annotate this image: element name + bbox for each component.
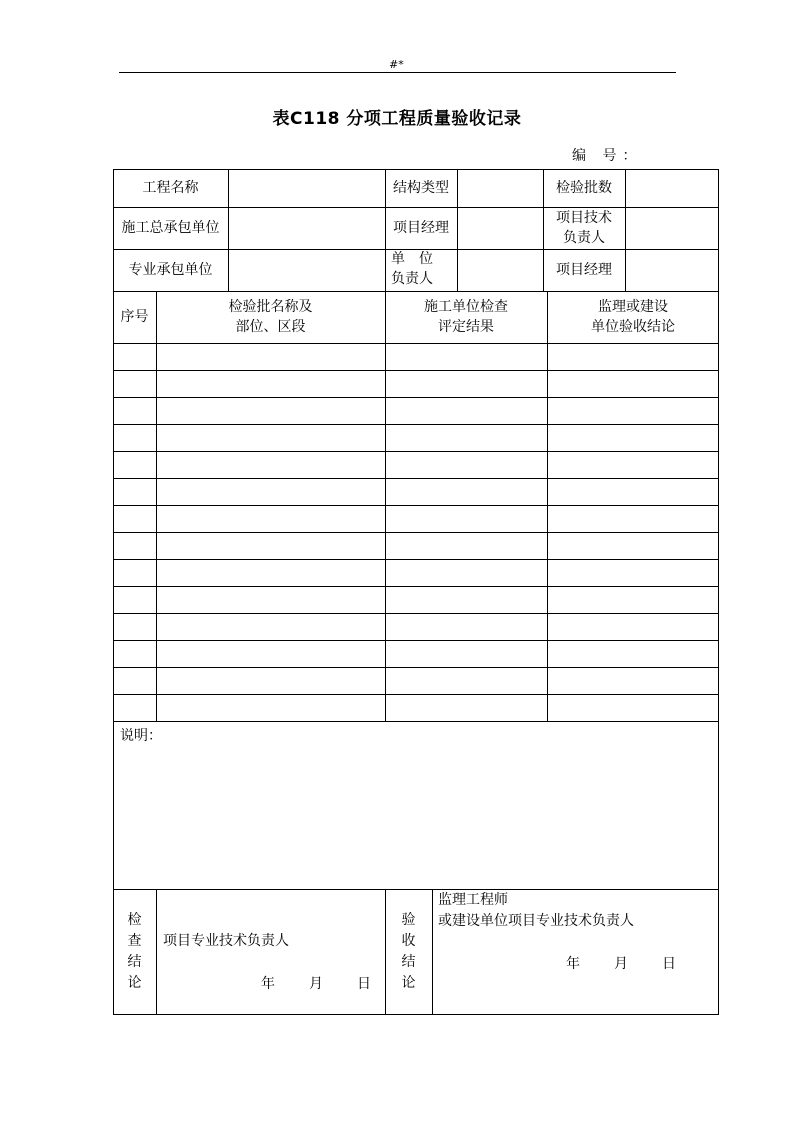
tech-lead-line2: 负责人 [563,230,605,246]
row-divider [113,559,719,560]
col-header-batch-line1: 检验批名称及 [228,299,313,315]
label-tech-lead [543,207,625,249]
field-project-manager[interactable] [457,207,543,249]
field-batch-count[interactable] [625,169,719,207]
check-date[interactable] [261,973,371,993]
col-header-accept [547,291,719,343]
accept-date[interactable] [566,953,676,973]
row-divider [113,694,719,695]
accept-day: 日 [662,956,676,972]
accept-conclusion-label [385,889,432,1015]
field-general-contractor[interactable] [228,207,385,249]
field-project-manager-2[interactable] [625,249,719,291]
row-divider [113,451,719,452]
notes-field[interactable] [113,745,719,889]
col-header-batch [156,291,385,343]
unit-lead-line2: 负责人 [391,271,433,287]
field-structure-type[interactable] [457,169,543,207]
check-char: 查 [127,933,142,949]
row-divider [113,370,719,371]
serial-label: 编 号： [572,148,643,164]
page-title: 表C118 分项工程质量验收记录 [272,109,522,129]
col-divider [385,291,386,721]
accept-signer-line2: 或建设单位项目专业技术负责人 [438,913,634,929]
check-char: 结 [127,954,142,970]
row-divider [113,667,719,668]
col-header-batch-line2: 部位、区段 [235,319,306,335]
col-header-accept-line1: 监理或建设 [598,299,668,315]
col-divider [432,889,433,1015]
label-batch-count: 检验批数 [556,180,612,196]
accept-year: 年 [566,956,580,972]
check-char: 论 [127,975,142,991]
col-header-check [385,291,547,343]
accept-signer [438,890,634,932]
row-divider [113,424,719,425]
check-year: 年 [261,976,275,992]
check-conclusion-label [113,889,156,1015]
label-general-contractor: 施工总承包单位 [121,220,220,236]
label-unit-lead [385,249,457,291]
label-project-name: 工程名称 [142,180,199,196]
label-project-manager-2: 项目经理 [556,262,612,278]
row-divider [113,721,719,722]
label-structure-type: 结构类型 [393,180,449,196]
field-tech-lead[interactable] [625,207,719,249]
accept-char: 论 [401,975,416,991]
header-mark: #* [389,58,404,71]
field-project-name[interactable] [228,169,385,207]
check-signer: 项目专业技术负责人 [163,933,289,949]
notes-label: 说明： [120,728,162,744]
row-divider [113,397,719,398]
col-header-check-line1: 施工单位检查 [424,299,508,315]
accept-char: 验 [401,912,416,928]
row-divider [113,586,719,587]
accept-signer-line1: 监理工程师 [438,892,508,908]
row-divider [113,613,719,614]
field-unit-lead[interactable] [457,249,543,291]
tech-lead-line1: 项目技术 [556,210,612,226]
unit-lead-line1: 单 位 [391,251,433,267]
accept-char: 结 [401,954,416,970]
row-divider [113,343,719,344]
row-divider [113,532,719,533]
check-char: 检 [127,912,142,928]
col-header-check-line2: 评定结果 [438,319,494,335]
row-divider [113,505,719,506]
col-header-accept-line2: 单位验收结论 [591,319,675,335]
col-header-seq: 序号 [120,309,149,325]
col-divider [547,291,548,721]
label-sub-contractor: 专业承包单位 [128,262,213,278]
check-day: 日 [357,976,371,992]
label-project-manager: 项目经理 [393,220,449,236]
serial-number [572,145,642,165]
row-divider [113,640,719,641]
check-month: 月 [309,976,323,992]
col-divider [156,291,157,721]
accept-char: 收 [401,933,416,949]
field-sub-contractor[interactable] [228,249,385,291]
accept-month: 月 [614,956,628,972]
col-divider [156,889,157,1015]
row-divider [113,478,719,479]
header-rule [119,72,676,73]
